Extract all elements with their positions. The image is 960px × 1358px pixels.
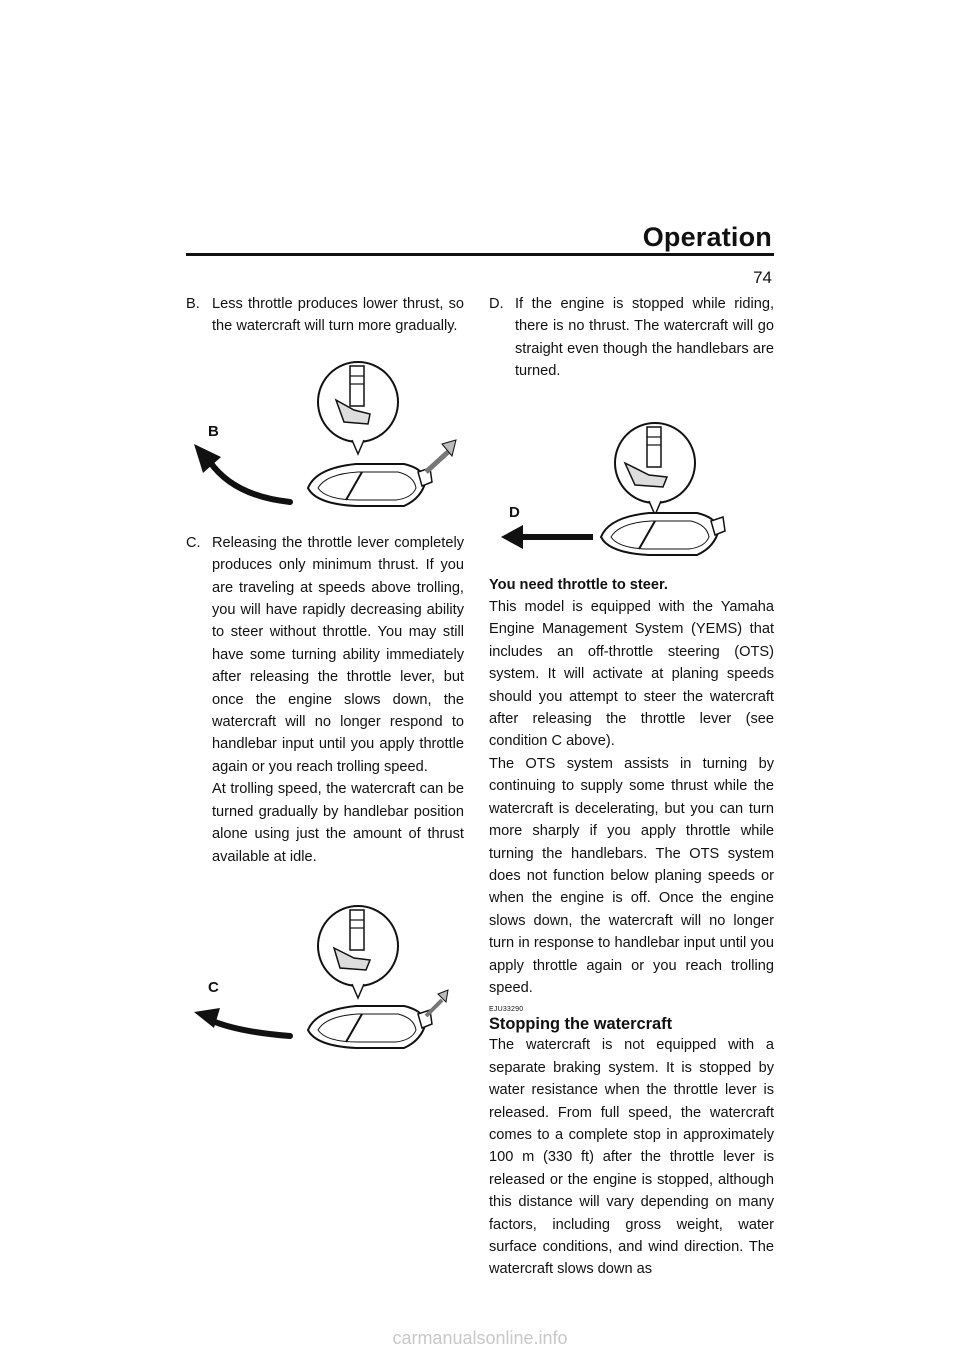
stopping-paragraph: The watercraft is not equipped with a separate braking system. It is stopped by water resistance when the throttle lever is released. From full speed, the watercraft comes to a complete stop in approximately 100 m (330 ft) after the throttle lever is released or the engine is stopped, although this distance will vary depending on many factors, including gross weight, water surface conditions, and wind direction. The watercraft slows down as <box>489 1037 774 1278</box>
page-number: 74 <box>753 268 772 287</box>
condition-d <box>489 293 774 383</box>
condition-d-marker: D. <box>489 296 504 312</box>
header-rule <box>186 253 774 256</box>
figure-c <box>186 882 464 1060</box>
condition-b <box>186 293 464 338</box>
arrow-head-icon <box>501 525 523 549</box>
page-title: Operation <box>642 222 772 252</box>
turn-arrow-icon <box>210 1020 290 1036</box>
ots-paragraph-1: This model is equipped with the Yamaha Engine Management System (YEMS) that includes an off-throttle steering (OTS) system. It will activate at planing speeds should you attempt to steer the watercraft after releasing the throttle lever (see condition C above). <box>489 599 774 750</box>
condition-c-paragraph-2: At trolling speed, the watercraft can be turned gradually by handlebar position alone using just the amount of thrust available at idle. <box>212 781 464 865</box>
figure-d-illustration <box>489 391 774 566</box>
throttle-heading: You need throttle to steer. <box>489 576 668 593</box>
section-heading-stopping: Stopping the watercraft <box>489 1015 673 1034</box>
figure-d-label: D <box>509 503 520 521</box>
right-column <box>489 293 774 1281</box>
magnifier-circle-icon <box>318 362 398 442</box>
left-column <box>186 293 464 1060</box>
magnifier-circle-icon <box>615 423 695 503</box>
watermark: carmanualsonline.info <box>392 1328 568 1348</box>
condition-b-marker: B. <box>186 296 200 312</box>
ots-paragraph-2: The OTS system assists in turning by continuing to supply some thrust while the watercraft is decelerating, but you can turn more sharply if you apply throttle while turning the handlebars. The OTS system does not function below planing speeds or when the engine is off. Once the engine slows down, the watercraft will no longer turn in response to handlebar input until you apply throttle again or you reach trolling speed. <box>489 755 774 996</box>
document-code: EJU33290 <box>489 1006 524 1014</box>
magnifier-circle-icon <box>318 906 398 986</box>
figure-c-label: C <box>208 978 219 996</box>
figure-b <box>186 340 464 518</box>
condition-c <box>186 532 464 868</box>
condition-b-text: Less throttle produces lower thrust, so the watercraft will turn more gradually. <box>212 296 464 335</box>
figure-b-label: B <box>208 422 219 440</box>
condition-d-text: If the engine is stopped while riding, there is no thrust. The watercraft will go straight even though the handlebars are turned. <box>515 296 774 380</box>
turn-arrow-icon <box>210 462 290 502</box>
figure-d <box>489 391 774 566</box>
figure-b-illustration <box>186 340 464 518</box>
condition-c-marker: C. <box>186 534 201 551</box>
figure-c-illustration <box>186 882 464 1060</box>
condition-c-paragraph-1: Releasing the throttle lever completely produces only minimum thrust. If you are traveling at speeds above trolling, you will have rapidly decreasing ability to steer without throttle. You may still have some turning ability immediately after releasing the throttle lever, but once the engine slows down, the watercraft will no longer respond to handlebar input until you apply throttle again or you reach trolling speed. <box>212 534 464 775</box>
